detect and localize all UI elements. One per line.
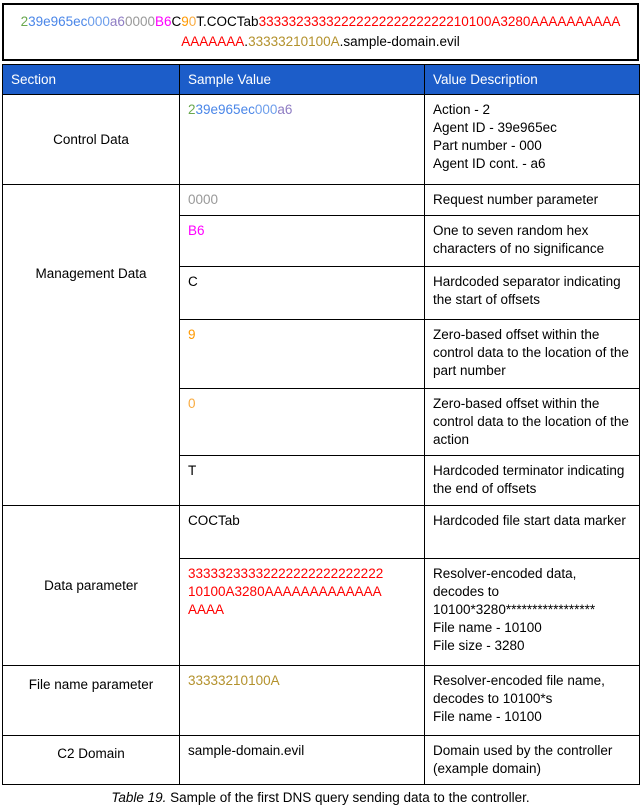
colored-segment: a6 xyxy=(277,102,293,117)
colored-segment: 2 xyxy=(20,14,29,29)
colored-segment: 2 xyxy=(188,102,196,117)
colored-segment: 9 xyxy=(188,327,196,342)
dns-query-banner xyxy=(2,3,639,61)
table-row xyxy=(3,185,640,216)
sample-value xyxy=(180,267,425,320)
colored-segment: T.COCTab xyxy=(196,14,259,29)
table-row xyxy=(3,736,640,785)
column-header-sample-value: Sample Value xyxy=(180,65,425,95)
description-line: Resolver-encoded file name, decodes to 10100*s xyxy=(433,673,605,706)
value-description xyxy=(425,666,640,736)
section-label-control-data: Control Data xyxy=(3,95,180,185)
colored-segment: B6 xyxy=(188,223,205,238)
section-label-data-parameter: Data parameter xyxy=(3,506,180,666)
colored-segment: .sample-domain.evil xyxy=(339,34,460,49)
colored-segment: 0000 xyxy=(124,14,155,29)
description-line: One to seven random hex characters of no significance xyxy=(433,223,605,256)
section-label-c2-domain: C2 Domain xyxy=(3,736,180,785)
sample-value xyxy=(180,506,425,559)
table-header-row xyxy=(3,65,640,95)
table-caption xyxy=(2,789,639,807)
sample-value xyxy=(180,666,425,736)
column-header-section: Section xyxy=(3,65,180,95)
description-line: Action - 2 xyxy=(433,102,491,117)
colored-segment: 39e965ec xyxy=(195,102,255,117)
colored-segment: COCTab xyxy=(188,513,240,528)
colored-segment: 33333210100A xyxy=(248,34,340,49)
sample-value xyxy=(180,185,425,216)
section-label-management-data: Management Data xyxy=(3,185,180,506)
sample-value xyxy=(180,320,425,389)
value-description xyxy=(425,185,640,216)
sample-value xyxy=(180,736,425,785)
value-description xyxy=(425,216,640,267)
description-line: Zero-based offset within the control data to the location of the action xyxy=(433,396,629,447)
colored-segment: 33333210100A xyxy=(188,673,280,688)
table-row xyxy=(3,666,640,736)
colored-segment: C xyxy=(171,14,182,29)
value-description xyxy=(425,389,640,456)
colored-segment: 0000 xyxy=(188,192,219,207)
colored-segment: B6 xyxy=(155,14,172,29)
caption-text: Sample of the first DNS query sending data to the controller. xyxy=(166,790,530,805)
dns-query-table xyxy=(2,64,640,785)
sample-value xyxy=(180,95,425,185)
description-line: Domain used by the controller (example domain) xyxy=(433,743,613,776)
sample-value xyxy=(180,559,425,666)
value-description xyxy=(425,267,640,320)
caption-label: Table 19. xyxy=(111,790,167,805)
section-label-file-name-parameter: File name parameter xyxy=(3,666,180,736)
sample-value xyxy=(180,456,425,506)
description-line: Agent ID cont. - a6 xyxy=(433,156,546,171)
colored-segment: T xyxy=(188,463,197,478)
colored-segment: C xyxy=(188,274,198,289)
description-line: Resolver-encoded data, decodes to 10100*3280***************** xyxy=(433,566,596,617)
description-line: File name - 10100 xyxy=(433,620,542,635)
value-description xyxy=(425,559,640,666)
description-line: File size - 3280 xyxy=(433,638,525,653)
colored-segment: 0 xyxy=(188,14,197,29)
table-row xyxy=(3,95,640,185)
colored-segment: 000 xyxy=(254,102,278,117)
description-line: Agent ID - 39e965ec xyxy=(433,120,557,135)
colored-segment: 0 xyxy=(188,396,196,411)
value-description xyxy=(425,736,640,785)
colored-segment: 3333323333222222222222222210100A3280AAAAAAAAAAAAAAAAA xyxy=(188,566,384,617)
table-row xyxy=(3,506,640,559)
description-line: Request number parameter xyxy=(433,192,599,207)
colored-segment: 9 xyxy=(181,14,189,29)
sample-value xyxy=(180,216,425,267)
value-description xyxy=(425,456,640,506)
description-line: Part number - 000 xyxy=(433,138,542,153)
colored-segment: . xyxy=(244,34,249,49)
value-description xyxy=(425,506,640,559)
value-description xyxy=(425,320,640,389)
description-line: Hardcoded file start data marker xyxy=(433,513,626,528)
description-line: Hardcoded separator indicating the start of offsets xyxy=(433,274,621,307)
colored-segment: 39e965ec xyxy=(28,14,88,29)
description-line: Zero-based offset within the control data to the location of the part number xyxy=(433,327,629,378)
description-line: Hardcoded terminator indicating the end of offsets xyxy=(433,463,625,496)
encoded-data-value xyxy=(188,565,388,619)
colored-segment: 000 xyxy=(87,14,110,29)
column-header-value-description: Value Description xyxy=(425,65,640,95)
colored-segment: 3333323333222222222222222210100A3280AAAAAAAAAAAAAAAAA xyxy=(181,14,621,49)
colored-segment: sample-domain.evil xyxy=(188,743,305,758)
sample-value xyxy=(180,389,425,456)
value-description xyxy=(425,95,640,185)
colored-segment: a6 xyxy=(109,14,125,29)
description-line: File name - 10100 xyxy=(433,709,542,724)
